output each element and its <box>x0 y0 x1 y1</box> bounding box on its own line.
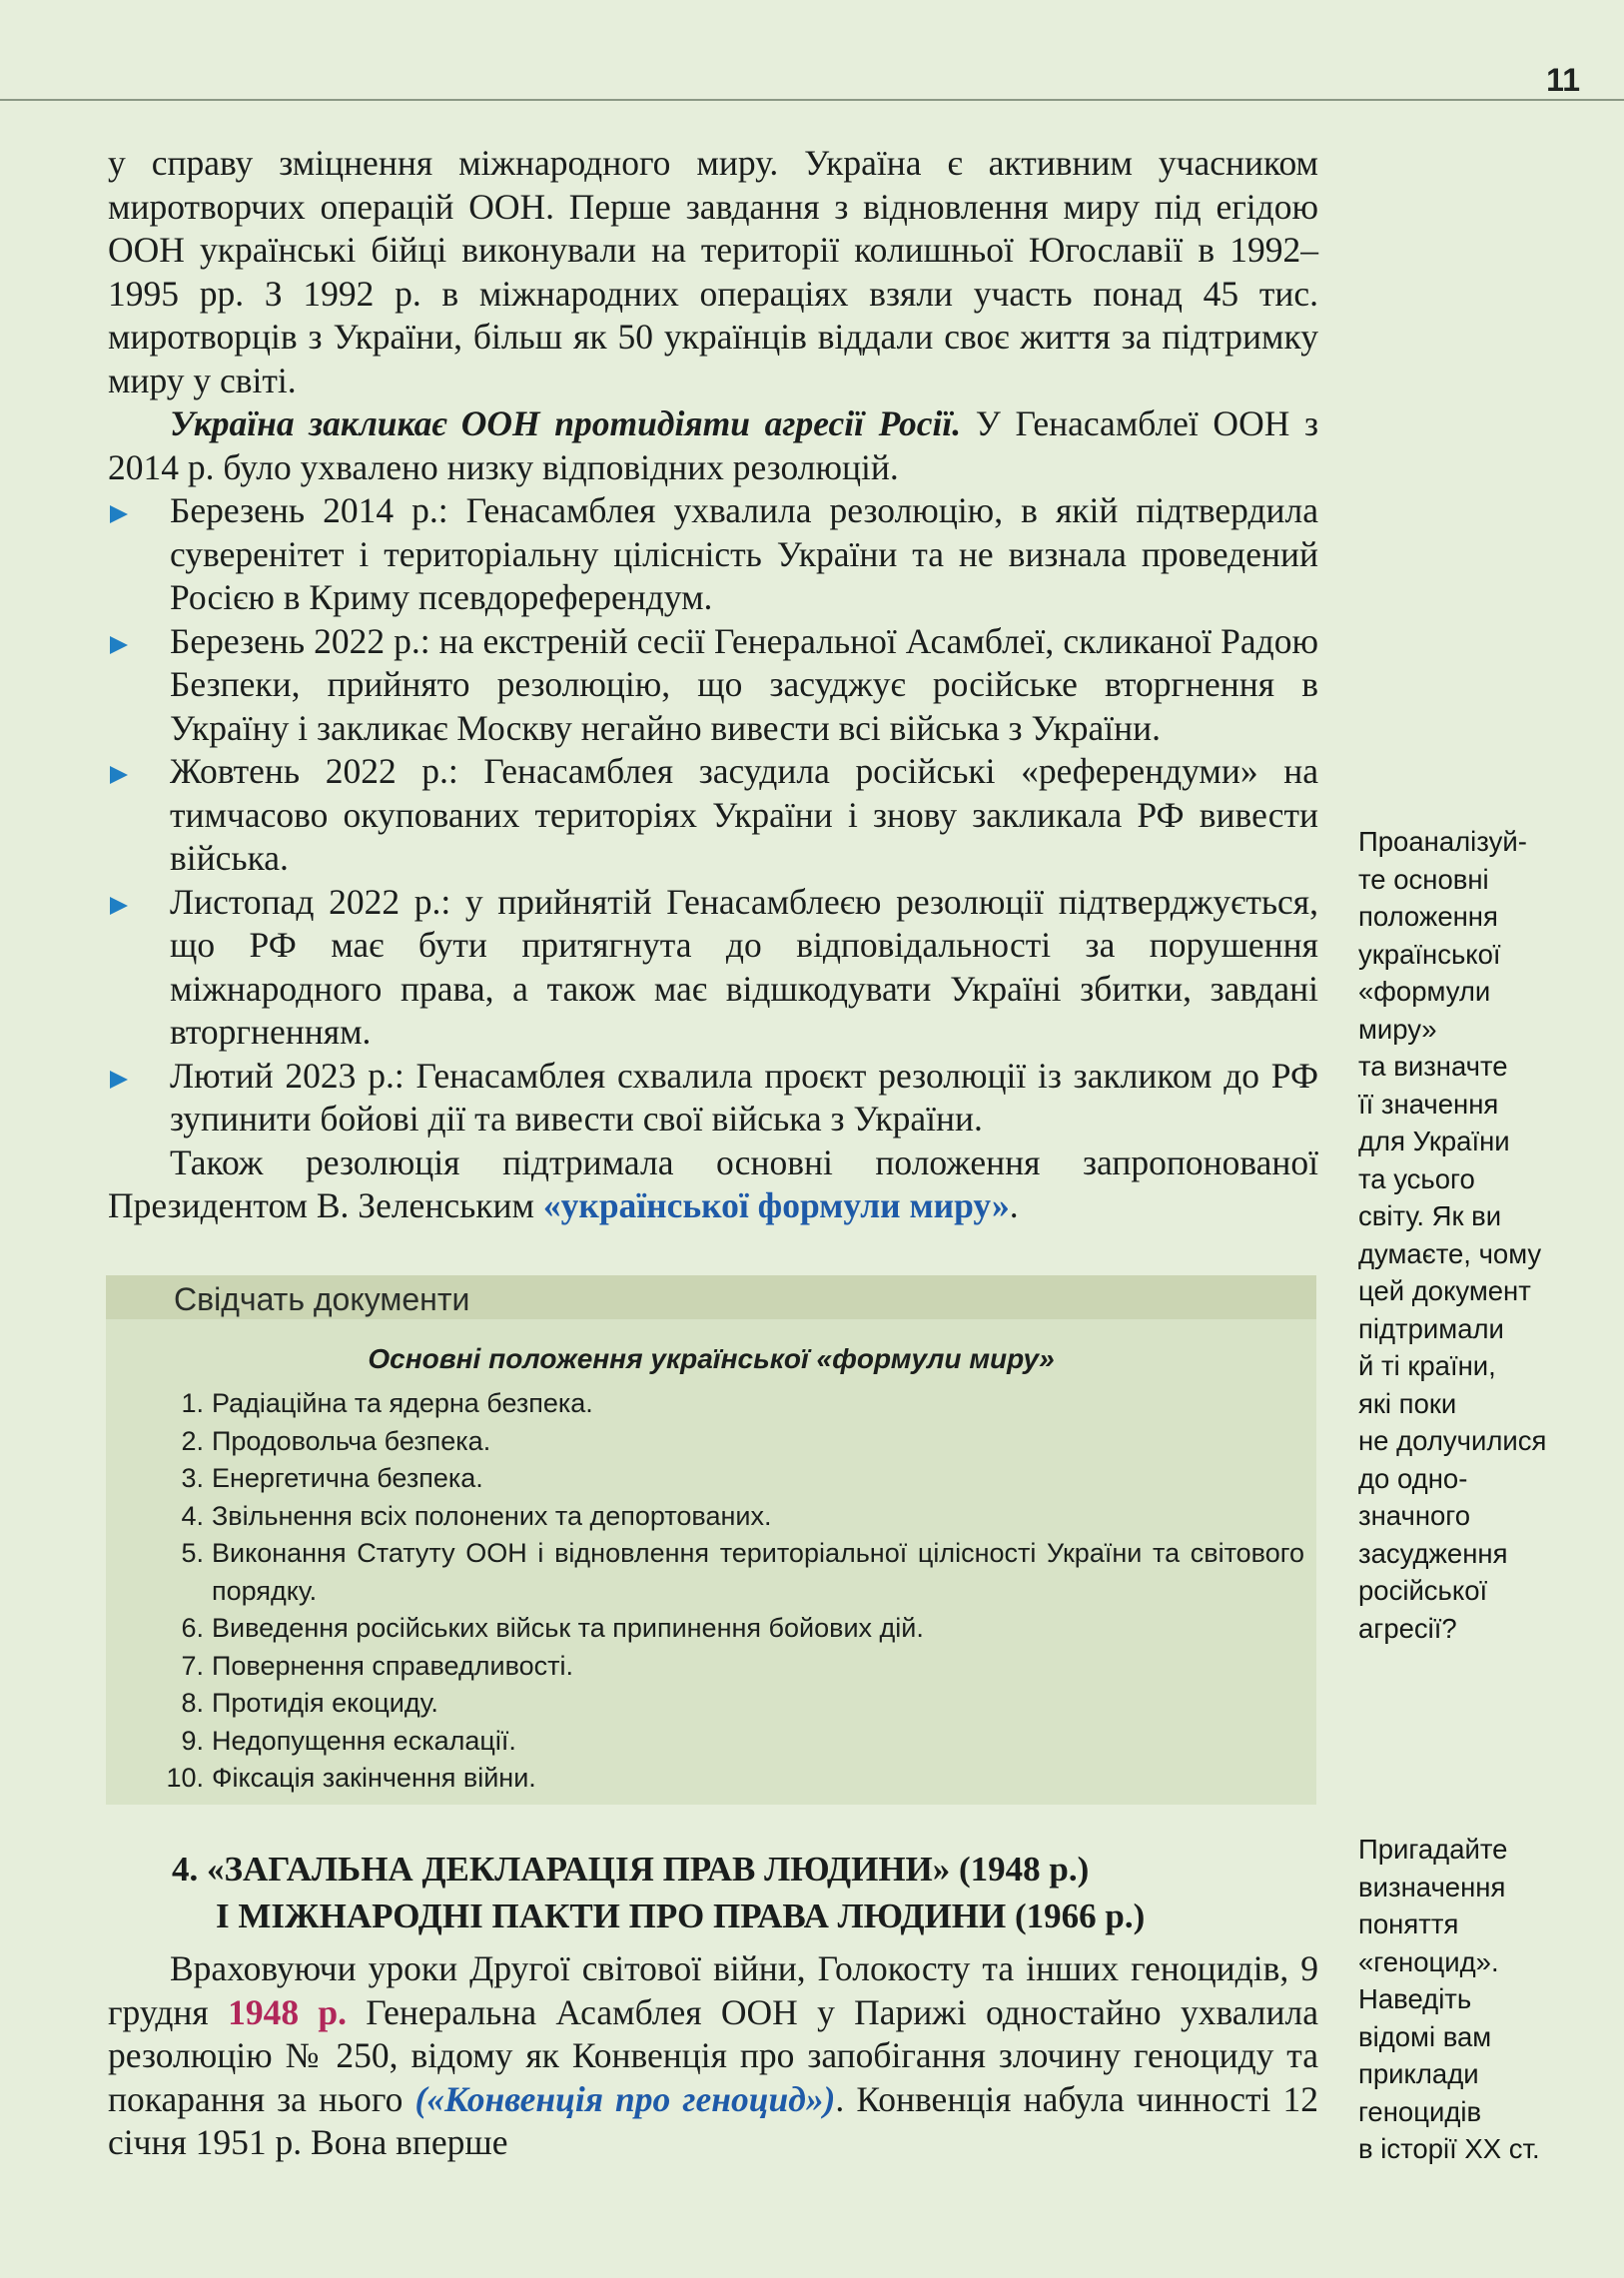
resolution-text: Листопад 2022 р.: у прийнятій Генасамблеєю резолюції підтверджується, що РФ має бути притягнута до відповідальності за порушення міжнародного права, а також має відшкодувати Україні збитки, завдані вторгненням. <box>170 881 1318 1052</box>
item-number: 9. <box>181 1725 204 1756</box>
item-text: Звільнення всіх полонених та депортованих. <box>212 1500 772 1531</box>
list-item <box>108 750 1318 881</box>
item-number: 2. <box>181 1425 204 1456</box>
item-text: Повернення справедливості. <box>212 1650 573 1681</box>
list-item <box>106 1460 1304 1498</box>
resolution-text: Березень 2022 р.: на екстреній сесії Генеральної Асамблеї, скликаної Радою Безпеки, прийнято резолюцію, що засуджує російське вторгнення в Україну і закликає Москву негайно вивести всі війська з України. <box>170 620 1318 748</box>
section-4-heading <box>172 1846 1330 1939</box>
section-heading-line-1: 4. «ЗАГАЛЬНА ДЕКЛАРАЦІЯ ПРАВ ЛЮДИНИ» (1948 р.) <box>172 1850 1090 1889</box>
closing-paragraph <box>108 1141 1318 1228</box>
list-item <box>108 620 1318 751</box>
documents-box <box>106 1275 1316 1805</box>
margin-note-genocide: Пригадайте визначення поняття «геноцид». Наведіть відомі вам приклади геноцидів в історії XX ст. <box>1358 1834 1540 2164</box>
peace-formula-list <box>106 1385 1316 1798</box>
resolution-text: Лютий 2023 р.: Генасамблея схвалила проєкт резолюції із закликом до РФ зупинити бойові дії та вивести свої війська з України. <box>170 1055 1318 1139</box>
list-item <box>106 1535 1304 1610</box>
item-text: Продовольча безпека. <box>212 1425 491 1456</box>
peace-formula-link[interactable]: «української формули миру» <box>542 1185 1010 1225</box>
section-heading-line-2: І МІЖНАРОДНІ ПАКТИ ПРО ПРАВА ЛЮДИНИ (1966 р.) <box>216 1897 1146 1935</box>
item-text: Виведення російських військ та припинення бойових дій. <box>212 1613 924 1643</box>
item-text: Енергетична безпека. <box>212 1463 483 1493</box>
main-column <box>108 142 1318 1228</box>
list-item <box>108 489 1318 620</box>
bullet-triangle-icon <box>110 897 128 915</box>
item-text: Протидія екоциду. <box>212 1688 438 1718</box>
list-item <box>106 1498 1304 1536</box>
item-number: 6. <box>181 1613 204 1643</box>
closing-text: Також резолюція підтримала основні положення запропонованої Президентом В. Зеленським <box>108 1141 1318 1225</box>
item-number: 5. <box>181 1538 204 1568</box>
page-number: 11 <box>1546 62 1580 98</box>
list-item <box>106 1760 1304 1798</box>
item-text: Виконання Статуту ООН і відновлення територіальної цілісності України та світового порядку. <box>212 1538 1304 1606</box>
documents-header: Свідчать документи <box>106 1275 1316 1319</box>
item-number: 8. <box>181 1688 204 1718</box>
item-number: 1. <box>181 1388 204 1418</box>
closing-end: . <box>1009 1185 1019 1225</box>
bullet-triangle-icon <box>110 766 128 784</box>
documents-title: Основні положення української «формули миру» <box>368 1343 1055 1374</box>
paragraph-end: . Конвенція набула чинності 12 січня 1951 р. Вона вперше <box>108 2078 1318 2162</box>
intro-paragraph: у справу зміцнення міжнародного миру. Україна є активним учасником миротворчих операцій ООН. Перше завдання з відновлення миру під егідою ООН українські бійці виконували на території колишньої Югославії в 1992–1995 рр. З 1992 р. в міжнародних операціях взяли участь понад 45 тис. миротворців з України, більш як 50 українців віддали своє життя за підтримку миру у світі. <box>108 143 1318 400</box>
section-4-paragraph <box>108 1947 1318 2165</box>
item-text: Недопущення ескалації. <box>212 1725 516 1756</box>
top-rule <box>0 99 1624 101</box>
genocide-convention-link[interactable]: («Конвенція про геноцид») <box>414 2078 836 2119</box>
lead-text: У Генасамблеї ООН з 2014 р. було ухвалено низку відповідних резолюцій. <box>108 403 1318 487</box>
list-item <box>106 1723 1304 1761</box>
resolution-text: Березень 2014 р.: Генасамблея ухвалила резолюцію, в якій підтвердила суверенітет і територіальну цілісність України та не визнала проведений Росією в Криму псевдореферендум. <box>170 490 1318 617</box>
list-item <box>106 1610 1304 1648</box>
list-item <box>106 1685 1304 1723</box>
list-item <box>106 1648 1304 1686</box>
item-text: Радіаційна та ядерна безпека. <box>212 1388 593 1418</box>
section-4-body <box>108 1947 1318 2165</box>
resolution-text: Жовтень 2022 р.: Генасамблея засудила російські «референдуми» на тимчасово окупованих територіях України і знову закликала РФ вивести війська. <box>170 751 1318 878</box>
list-item <box>106 1385 1304 1423</box>
paragraph-start: Враховуючи уроки Другої світової війни, Голокосту та інших геноцидів, 9 грудня <box>108 1948 1318 2032</box>
item-number: 3. <box>181 1463 204 1493</box>
resolutions-list <box>108 489 1318 1141</box>
margin-note-peace-formula: Проаналізуй- те основні положення української «формули миру» та визначте її значення для України та усього світу. Як ви думаєте, чому цей документ підтримали й ті країни, які поки не долучилися до одно- значного засудження російської агресії? <box>1358 826 1547 1644</box>
item-number: 7. <box>181 1650 204 1681</box>
bullet-triangle-icon <box>110 505 128 523</box>
bullet-triangle-icon <box>110 1071 128 1089</box>
item-text: Фіксація закінчення війни. <box>212 1763 536 1793</box>
item-number: 4. <box>181 1500 204 1531</box>
list-item <box>108 881 1318 1055</box>
lead-paragraph <box>108 402 1318 489</box>
bullet-triangle-icon <box>110 636 128 654</box>
item-number: 10. <box>166 1763 204 1793</box>
highlight-date: 1948 р. <box>228 1991 347 2032</box>
lead-emphasis: Україна закликає ООН протидіяти агресії Росії. <box>170 403 962 443</box>
paragraph-middle: Генеральна Асамблея ООН у Парижі одностайно ухвалила резолюцію № 250, відому як Конвенція про запобігання злочину геноциду та покарання за нього <box>108 1991 1318 2119</box>
list-item <box>108 1055 1318 1141</box>
list-item <box>106 1423 1304 1461</box>
